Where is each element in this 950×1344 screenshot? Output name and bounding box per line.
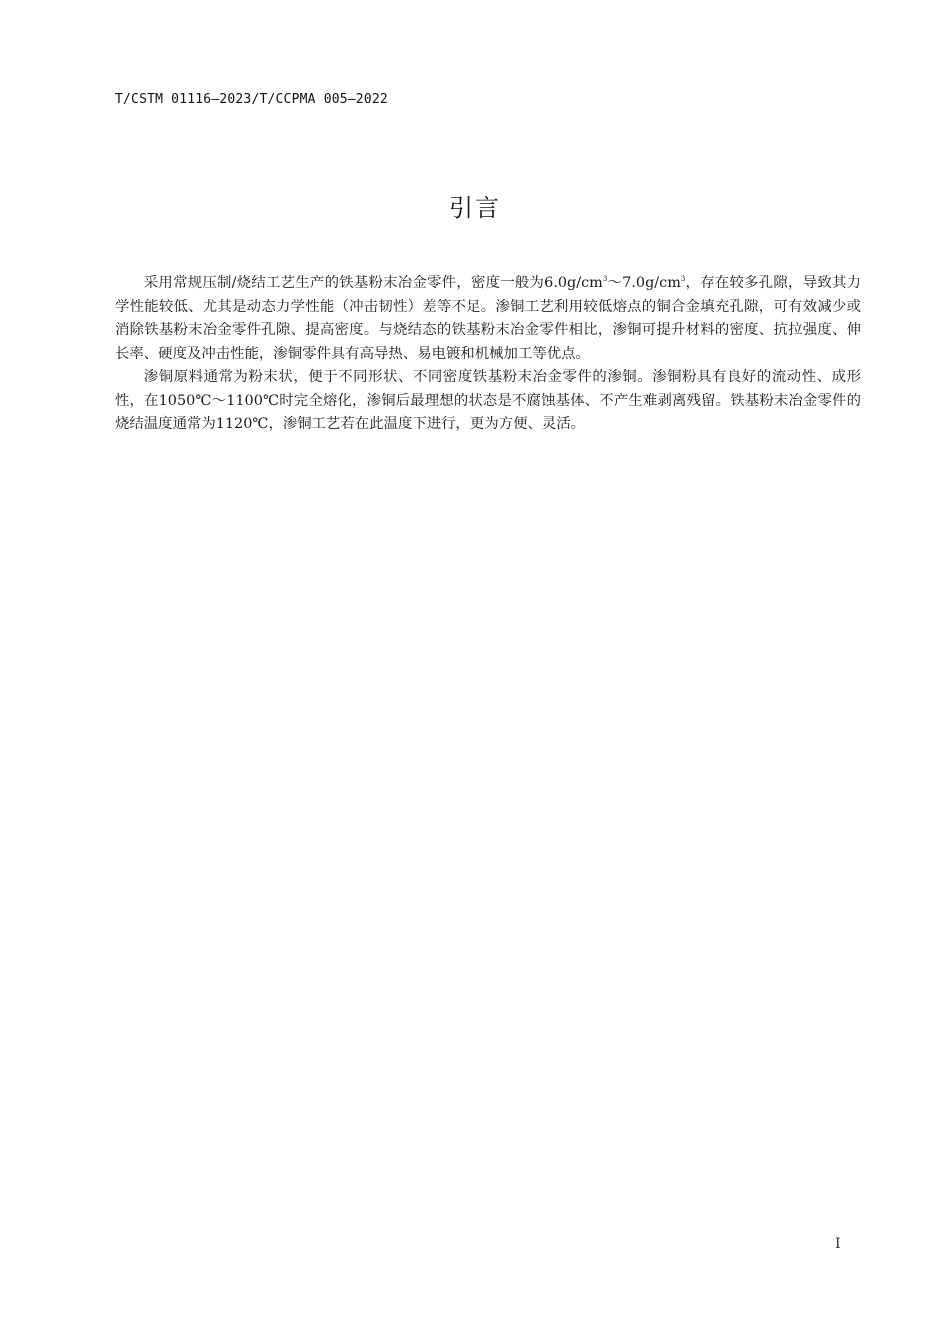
paragraph-1-part-3: ，存在较多孔隙，导致其力学性能较低、尤其是动态力学性能（冲击韧性）差等不足。渗铜工艺利用较低熔点的铜合金填充孔隙，可有效减少或消除铁基粉末冶金零件孔隙、提高密度。与烧结态的铁基粉末冶金零件相比，渗铜可提升材料的密度、抗拉强度、伸长率、硬度及冲击性能，渗铜零件具有高导热、易电镀和机械加工等优点。	[115, 275, 861, 362]
paragraph-1-part-2: ～7.0g/cm	[607, 275, 681, 291]
superscript-cubic-1: 3	[602, 275, 608, 283]
page-number: I	[835, 1236, 841, 1252]
document-body	[115, 272, 861, 437]
paragraph-2: 渗铜原料通常为粉末状，便于不同形状、不同密度铁基粉末冶金零件的渗铜。渗铜粉具有良好的流动性、成形性，在1050℃～1100℃时完全熔化，渗铜后最理想的状态是不腐蚀基体、不产生难剥离残留。铁基粉末冶金零件的烧结温度通常为1120℃，渗铜工艺若在此温度下进行，更为方便、灵活。	[115, 369, 861, 432]
standard-code-header: T/CSTM 01116—2023/T/CCPMA 005—2022	[115, 92, 388, 107]
paragraph-1	[115, 272, 861, 366]
paragraph-1-part-1: 采用常规压制/烧结工艺生产的铁基粉末冶金零件，密度一般为6.0g/cm	[143, 275, 603, 291]
superscript-cubic-2: 3	[680, 275, 686, 283]
page-title: 引言	[449, 194, 501, 222]
